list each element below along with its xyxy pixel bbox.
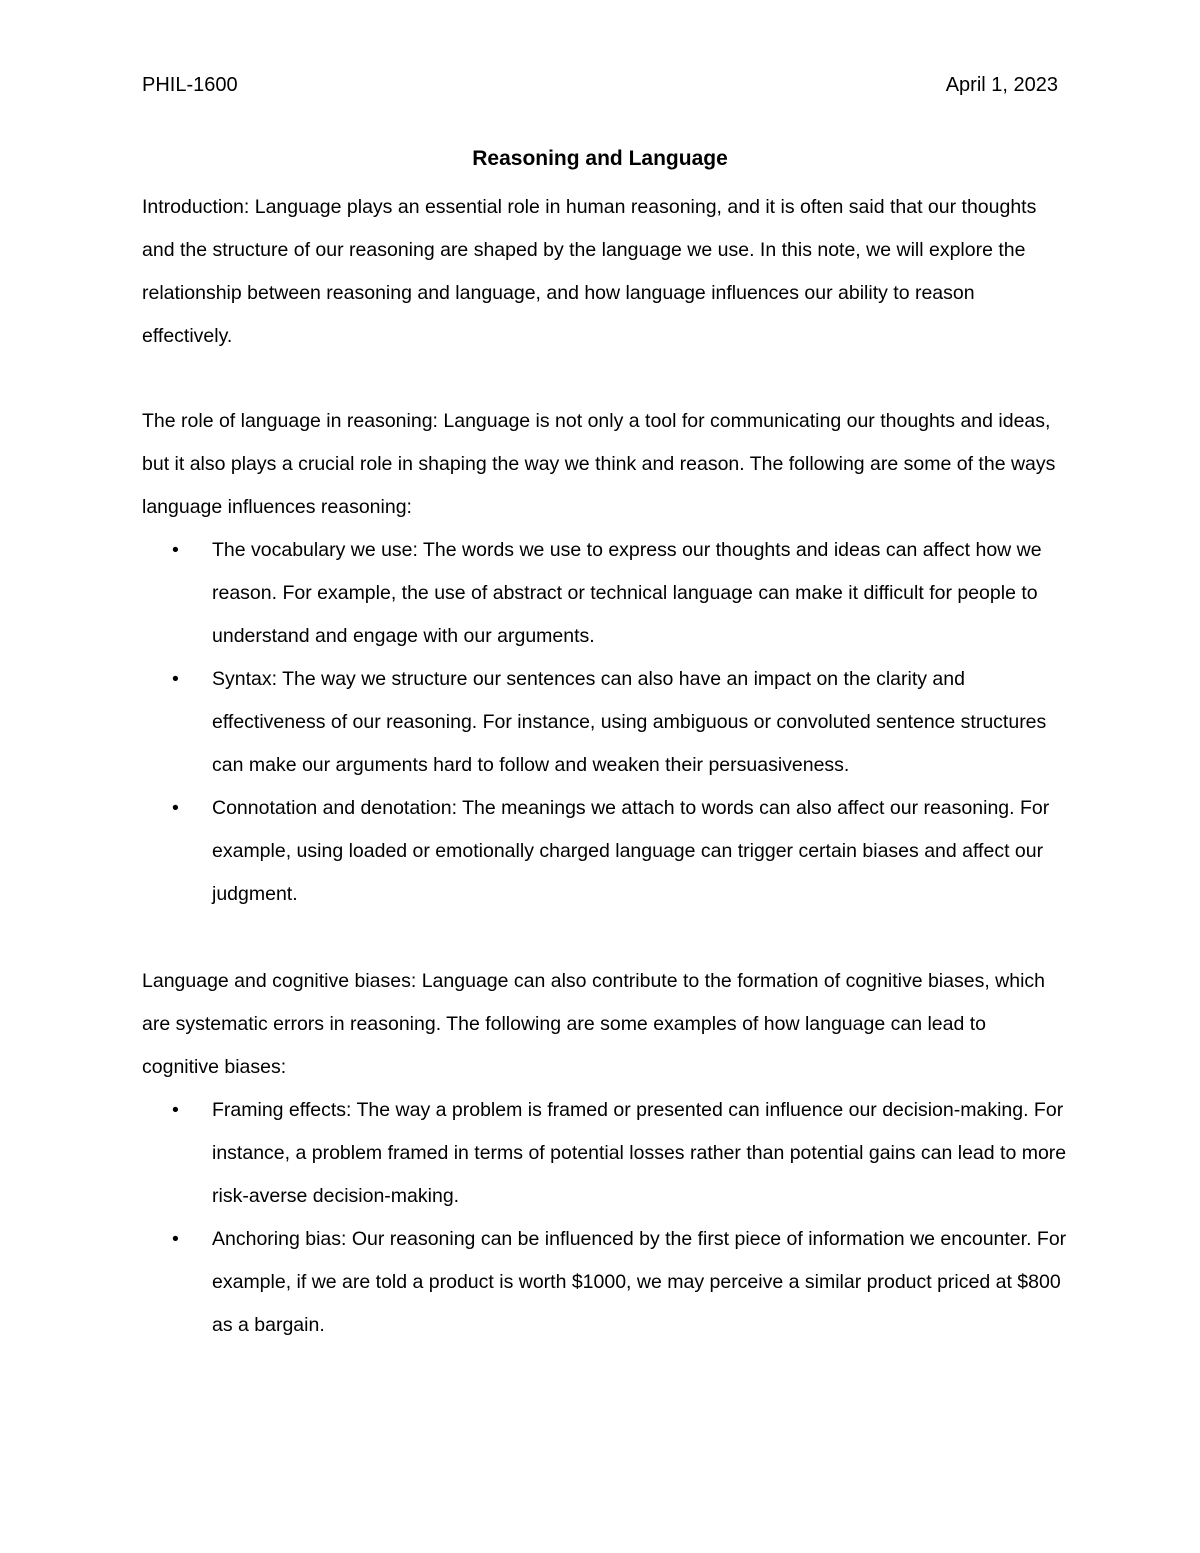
bullet-icon: •	[172, 1228, 179, 1250]
role-section	[142, 400, 1067, 916]
intro-section	[142, 186, 1067, 358]
bullet-text: Anchoring bias: Our reasoning can be influenced by the first piece of information we encounter. For example, if we are told a product is worth $1000, we may perceive a similar product priced at $800 as a bargain.	[212, 1228, 1067, 1336]
bullet-icon: •	[172, 1099, 179, 1121]
biases-bullet-list	[142, 1089, 1067, 1347]
biases-section	[142, 960, 1067, 1347]
bullet-text: Connotation and denotation: The meanings we attach to words can also affect our reasoning. For example, using loaded or emotionally charged language can trigger certain biases and affect our judgment.	[212, 797, 1050, 905]
bullet-icon: •	[172, 668, 179, 690]
list-item	[142, 658, 1067, 787]
course-code: PHIL-1600	[142, 74, 238, 96]
list-item	[142, 529, 1067, 658]
document-title: Reasoning and Language	[472, 147, 728, 170]
bullet-text: Framing effects: The way a problem is framed or presented can influence our decision-making. For instance, a problem framed in terms of potential losses rather than potential gains can lead to more risk-averse decision-making.	[212, 1099, 1067, 1207]
page-header	[142, 70, 1058, 100]
list-item	[142, 1089, 1067, 1218]
bullet-text: The vocabulary we use: The words we use to express our thoughts and ideas can affect how we reason. For example, the use of abstract or technical language can make it difficult for people to understand and engage with our arguments.	[212, 539, 1042, 647]
list-item	[142, 787, 1067, 916]
list-item	[142, 1218, 1067, 1347]
bullet-icon: •	[172, 797, 179, 819]
intro-paragraph: Introduction: Language plays an essential role in human reasoning, and it is often said that our thoughts and the structure of our reasoning are shaped by the language we use. In this note, we will explore the relationship between reasoning and language, and how language influences our ability to reason effectively.	[142, 196, 1037, 347]
bullet-text: Syntax: The way we structure our sentences can also have an impact on the clarity and effectiveness of our reasoning. For instance, using ambiguous or convoluted sentence structures can make our arguments hard to follow and weaken their persuasiveness.	[212, 668, 1047, 776]
role-bullet-list	[142, 529, 1067, 916]
biases-paragraph: Language and cognitive biases: Language can also contribute to the formation of cognitive biases, which are systematic errors in reasoning. The following are some examples of how language can lead to cognitive biases:	[142, 970, 1046, 1078]
role-paragraph: The role of language in reasoning: Language is not only a tool for communicating our thoughts and ideas, but it also plays a crucial role in shaping the way we think and reason. The following are some of the ways language influences reasoning:	[142, 410, 1056, 518]
document-date: April 1, 2023	[945, 74, 1058, 96]
bullet-icon: •	[172, 539, 179, 561]
